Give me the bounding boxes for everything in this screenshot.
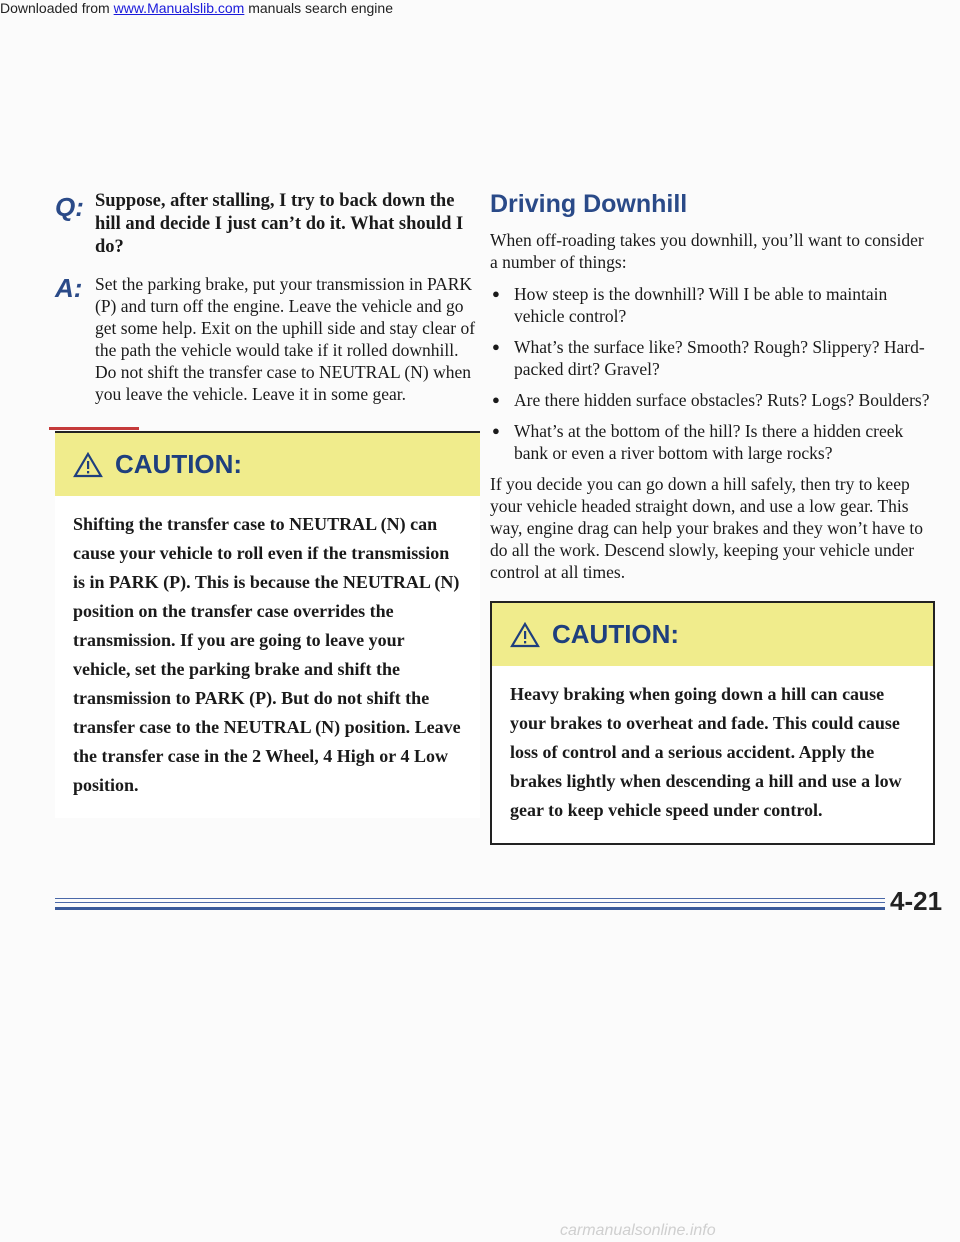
caution-header xyxy=(492,603,933,666)
watermark-text: carmanualsonline.info xyxy=(560,1222,716,1239)
descent-paragraph: If you decide you can go down a hill safely, then try to keep your vehicle headed straight down, and use a low gear. This way, engine drag can help your brakes and they won’t have to do all the work. Descend slowly, keeping your vehicle under control at all times. xyxy=(490,474,923,582)
header-suffix: manuals search engine xyxy=(244,0,393,16)
warning-triangle-icon xyxy=(510,622,540,648)
caution-body-text: Heavy braking when going down a hill can cause your brakes to overheat and fade. This could cause loss of control and a serious accident. Apply the brakes lightly when descending a hill and use a low gear to keep vehicle speed under control. xyxy=(510,684,902,820)
q-mark: Q: xyxy=(55,192,84,222)
caution-title: CAUTION: xyxy=(115,449,243,479)
list-item: ● What’s at the bottom of the hill? Is there a hidden creek bank or even a river bottom with large rocks? xyxy=(490,420,935,464)
left-column xyxy=(55,190,480,818)
caution-box-braking xyxy=(490,601,935,845)
list-item: ● What’s the surface like? Smooth? Rough? Slippery? Hard-packed dirt? Gravel? xyxy=(490,336,935,380)
caution-body-text: Shifting the transfer case to NEUTRAL (N) can cause your vehicle to roll even if the transmission is in PARK (P). This is because the NEUTRAL (N) position on the transfer case overrides the transmission. If you are going to leave your vehicle, set the parking brake and shift the transmission to PARK (P). But do not shift the transfer case to the NEUTRAL (N) position. Leave the transfer case in the 2 Wheel, 4 High or 4 Low position. xyxy=(73,514,461,795)
question-block xyxy=(55,190,480,259)
intro-paragraph: When off-roading takes you downhill, you’ll want to consider a number of things: xyxy=(490,230,924,272)
consideration-list xyxy=(490,283,935,464)
list-item: ● Are there hidden surface obstacles? Ruts? Logs? Boulders? xyxy=(490,389,935,411)
right-column xyxy=(490,190,935,845)
page-number: 4-21 xyxy=(890,886,943,916)
header-prefix: Downloaded from xyxy=(0,0,114,16)
caution-box-transfer-case xyxy=(55,431,480,818)
footer-rules xyxy=(55,898,885,912)
manualslib-link[interactable]: www.Manualslib.com xyxy=(113,0,245,16)
download-header xyxy=(0,0,393,16)
section-title-driving-downhill: Driving Downhill xyxy=(490,190,688,218)
list-item: ● How steep is the downhill? Will I be able to maintain vehicle control? xyxy=(490,283,935,327)
caution-title: CAUTION: xyxy=(552,619,680,649)
answer-block xyxy=(55,273,480,405)
question-text: Suppose, after stalling, I try to back down the hill and decide I just can’t do it. What should I do? xyxy=(95,191,464,257)
answer-text: Set the parking brake, put your transmission in PARK (P) and turn off the engine. Leave the vehicle and go get some help. Exit on the uphill side and stay clear of the path the vehicle would take if it rolled downhill. Do not shift the transfer case to NEUTRAL (N) when you leave the vehicle. Leave it in some gear. xyxy=(95,274,476,404)
a-mark: A: xyxy=(55,273,83,303)
caution-header xyxy=(55,433,480,496)
warning-triangle-icon xyxy=(73,452,103,478)
